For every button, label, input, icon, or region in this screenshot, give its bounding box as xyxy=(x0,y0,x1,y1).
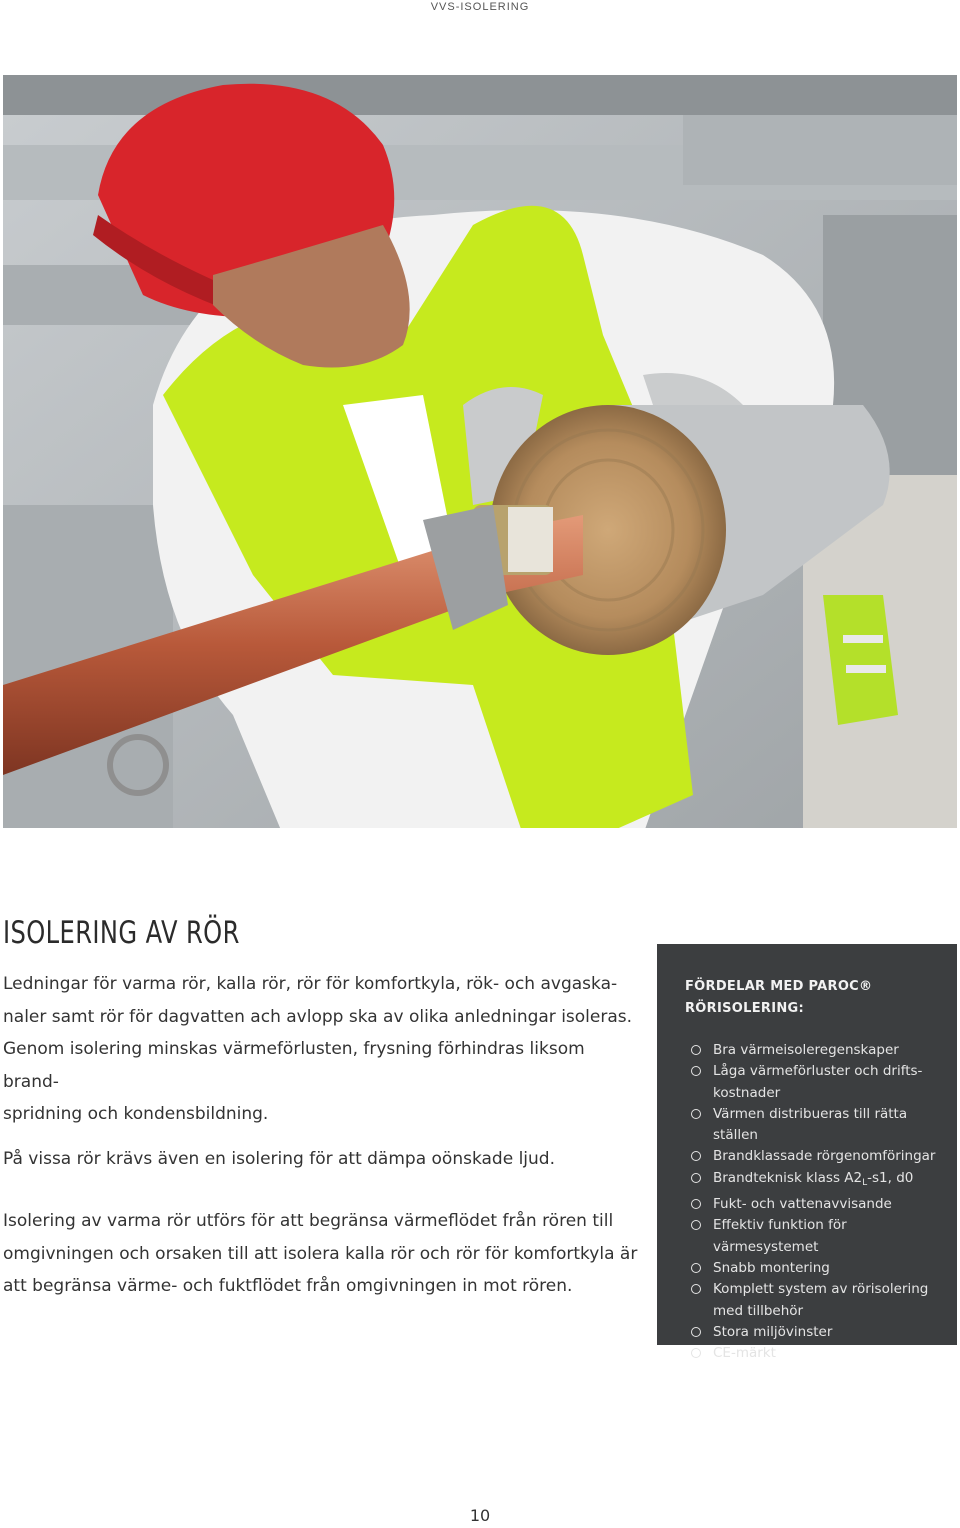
paragraph-3: Isolering av varma rör utförs för att begränsa värmeflödet från rören till omgivningen och orsaken till att isolera kalla rör och rör för komfortkyla är att begränsa värme- och fuktflödet från omgivningen in mot rören. xyxy=(3,1211,638,1296)
circle-bullet-icon xyxy=(691,1284,701,1294)
paragraph-1: Ledningar för varma rör, kalla rör, rör för komfortkyla, rök- och avgaska- naler samt rör för dagvatten ach avlopp ska av olika anledningar isoleras. Genom isolering minskas värmeförlusten, frysning förhindras liksom brand- spridning och kondensbildning. xyxy=(3,974,633,1124)
circle-bullet-icon xyxy=(691,1151,701,1161)
list-item: Brandteknisk klass $A2_L-s1$, d0 xyxy=(691,1168,941,1194)
page-number: 10 xyxy=(469,1506,491,1525)
article-body xyxy=(3,968,643,1303)
list-item: Stora miljövinster xyxy=(691,1322,941,1343)
circle-bullet-icon xyxy=(691,1263,701,1273)
circle-bullet-icon xyxy=(691,1066,701,1076)
benefits-list xyxy=(691,1040,941,1364)
list-item: Brandklassade rörgenomföringar xyxy=(691,1146,941,1167)
benefits-box xyxy=(657,944,957,1362)
list-item: Värmen distribueras till rätta ställen xyxy=(691,1104,941,1147)
list-item: Låga värmeförluster och drifts- kostnader xyxy=(691,1061,941,1104)
circle-bullet-icon xyxy=(691,1109,701,1119)
circle-bullet-icon xyxy=(691,1327,701,1337)
circle-bullet-icon xyxy=(691,1220,701,1230)
article-title: ISOLERING AV RÖR xyxy=(3,915,240,951)
benefits-title: FÖRDELAR MED PAROC® RÖRISOLERING: xyxy=(685,979,873,1016)
circle-bullet-icon xyxy=(691,1045,701,1055)
list-item: Bra värmeisoleregenskaper xyxy=(691,1040,941,1061)
list-item: Komplett system av rörisolering med tillbehör xyxy=(691,1279,941,1322)
list-item: Effektiv funktion för värmesystemet xyxy=(691,1215,941,1258)
circle-bullet-icon xyxy=(691,1173,701,1183)
running-header: VVS-ISOLERING xyxy=(430,1,530,13)
list-item: Fukt- och vattenavvisande xyxy=(691,1194,941,1215)
list-item: Snabb montering xyxy=(691,1258,941,1279)
paragraph-2: På vissa rör krävs även en isolering för att dämpa oönskade ljud. xyxy=(3,1148,555,1169)
circle-bullet-icon xyxy=(691,1348,701,1358)
list-item: CE-märkt xyxy=(691,1343,941,1364)
circle-bullet-icon xyxy=(691,1199,701,1209)
photo-worker-insulating-pipe xyxy=(3,75,957,828)
